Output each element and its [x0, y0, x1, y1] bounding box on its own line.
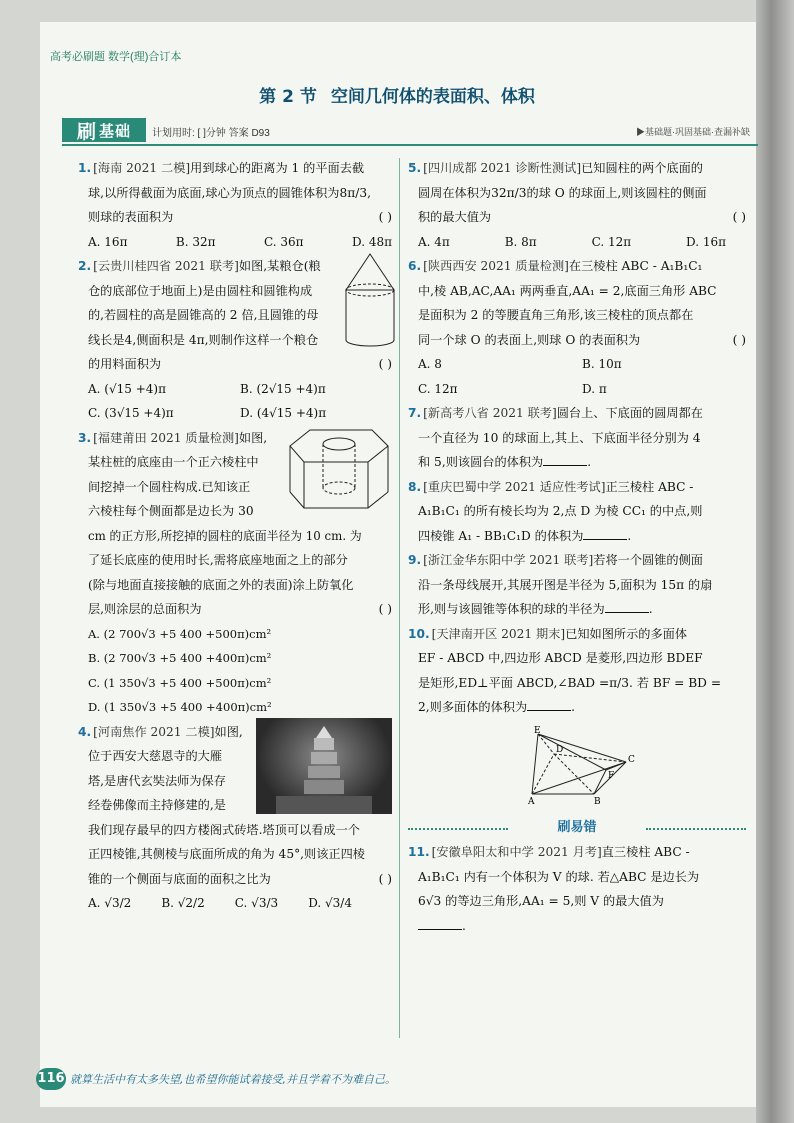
q1-option-c: C. 36π	[264, 234, 304, 249]
q6-text2: 中,棱 AB,AC,AA₁ 两两垂直,AA₁ = 2,底面三角形 ABC	[418, 283, 717, 298]
polyhedron-figure	[526, 726, 636, 806]
q2-text2: 仓的底部位于地面上)是由圆柱和圆锥构成	[88, 283, 313, 298]
q4-option-c: C. √3/3	[234, 896, 279, 910]
question-9	[408, 548, 746, 622]
q9-text: 若将一个圆锥的侧面	[593, 553, 703, 567]
q2-source: [云贵川桂四省 2021 联考]	[93, 259, 239, 273]
q4-paren: ( )	[378, 871, 392, 886]
q11-text2: A₁B₁C₁ 内有一个体积为 V 的球. 若△ABC 是边长为	[418, 869, 700, 884]
q7-text: 圆台上、下底面的圆周都在	[556, 406, 703, 420]
q4-text: 如图,	[214, 724, 243, 739]
q7-text3: 和 5,则该圆台的体积为	[418, 455, 544, 469]
pagoda-photo	[256, 718, 392, 814]
q4-number: 4.	[78, 724, 92, 739]
q7-period: .	[587, 455, 592, 469]
granary-figure	[340, 248, 400, 358]
q11-text: 直三棱柱 ABC -	[601, 845, 690, 859]
q6-options	[408, 352, 746, 401]
q3-text3: 间挖掉一个圆柱构成.已知该正	[88, 479, 251, 494]
q4-text3: 塔,是唐代玄奘法师为保存	[88, 773, 226, 788]
book-spine	[756, 0, 794, 1123]
q11-number: 11.	[408, 845, 430, 859]
book-header: 高考必刷题 数学(理)合订本	[50, 51, 182, 63]
q5-source: [四川成都 2021 诊断性测试]	[423, 161, 582, 175]
q1-option-d: D. 48π	[352, 234, 392, 249]
q6-text: 在三棱柱 ABC - A₁B₁C₁	[568, 259, 703, 273]
q5-options	[408, 230, 746, 255]
q11-source: [安徽阜阳太和中学 2021 月考]	[431, 845, 602, 859]
q10-text4: . 若 BF = BD =	[629, 675, 722, 690]
q3-text2: 某柱桩的底座由一个正六棱柱中	[88, 455, 259, 469]
question-5	[408, 156, 746, 254]
q4-text5: 我们现存最早的四方楼阁式砖塔.塔顶可以看成一个	[88, 822, 360, 837]
q1-option-b: B. 32π	[175, 234, 216, 249]
q4-option-a: A. √3/2	[88, 896, 132, 910]
q5-text3: 的球 O 的球面上,则该圆柱的侧面	[526, 185, 707, 200]
q7-number: 7.	[408, 406, 422, 420]
q2-option-b: B. (2√15 +4)π	[240, 381, 326, 396]
q3-number: 3.	[78, 430, 92, 445]
easy-mistake-heading: 刷易错	[408, 816, 746, 841]
brand-big-char: 刷	[76, 120, 97, 143]
q2-option-a: A. (√15 +4)π	[88, 381, 166, 396]
q1-text: 用到球心的距离为 1 的平面去截	[190, 161, 365, 175]
q8-period: .	[627, 528, 632, 543]
q3-text7: (除与地面直接接触的底面之外的表面)涂上防氧化	[88, 577, 354, 592]
q7-text2: 一个直径为 10 的球面上,其上、下底面半径分别为 4	[418, 430, 701, 445]
q5-option-b: B. 8π	[504, 234, 537, 249]
q10-text5: 2,则多面体的体积为	[418, 700, 528, 714]
brand-rest: 基础	[99, 121, 132, 140]
q1-source: [海南 2021 二模]	[93, 161, 191, 175]
q2-option-d: D. (4√15 +4)π	[240, 406, 327, 420]
q11-period: .	[462, 918, 466, 933]
question-7	[408, 401, 746, 475]
q10-period: .	[571, 700, 576, 714]
q9-text3: 形,则与该圆锥等体积的球的半径为	[418, 602, 605, 616]
q5-text4: 积的最大值为	[418, 210, 492, 224]
question-2	[78, 254, 392, 426]
question-3	[78, 426, 392, 720]
question-1	[78, 156, 392, 254]
q3-text5: cm 的正方形,所挖掉的圆柱的底面半径为 10 cm. 为	[88, 528, 362, 543]
q7-source: [新高考八省 2021 联考]	[423, 406, 557, 420]
q5-number: 5.	[408, 161, 422, 175]
q10-text2: EF - ABCD 中,四边形 ABCD 是菱形,四边形 BDEF	[418, 651, 703, 665]
q4-option-b: B. √2/2	[161, 896, 205, 910]
q3-text6: 了延长底座的使用时长,需将底座地面之上的部分	[88, 553, 348, 567]
q3-paren: ( )	[378, 602, 392, 616]
q5-option-d: D. 16π	[686, 234, 726, 249]
q9-period: .	[648, 602, 653, 616]
question-8	[408, 475, 746, 549]
question-10	[408, 622, 746, 806]
q7-answer-blank[interactable]	[543, 465, 587, 466]
label-e: E	[534, 725, 541, 736]
hexagonal-prism-figure	[282, 424, 394, 514]
brand-badge	[62, 118, 146, 142]
q2-text5: 的用料面积为	[88, 357, 162, 371]
q3-text: 如图,	[238, 430, 268, 445]
section-number: 第 2 节	[259, 87, 317, 107]
q8-source: [重庆巴蜀中学 2021 适应性考试]	[423, 479, 606, 494]
q1-text3: 则球的表面积为	[88, 210, 174, 224]
q8-text3: 四棱锥 A₁ - BB₁C₁D 的体积为	[418, 528, 584, 543]
q6-number: 6.	[408, 259, 422, 273]
q8-text2: A₁B₁C₁ 的所有棱长均为 2,点 D 为棱 CC₁ 的中点,则	[418, 504, 703, 518]
q2-paren: ( )	[378, 357, 392, 371]
q2-text4: 线长是4,侧面积是 4π,则制作这样一个粮仓	[88, 332, 319, 347]
q6-paren: ( )	[732, 332, 746, 347]
label-d: D	[556, 744, 564, 755]
q9-text2: 沿一条母线展开,其展开图是半径为 5,面积为 15π 的扇	[418, 577, 713, 592]
footer-motto: 就算生活中有太多失望,也希望你能试着接受,并且学着不为难自己。	[70, 1073, 396, 1086]
plan-time: 计划用时: [ ]分钟 答案 D93	[152, 128, 270, 139]
q9-number: 9.	[408, 553, 422, 567]
q8-text: 正三棱柱 ABC -	[605, 479, 694, 494]
q11-text3: 6√3 的等边三角形,AA₁ = 5,则 V 的最大值为	[418, 894, 664, 908]
section-title-text: 空间几何体的表面积、体积	[330, 87, 535, 107]
label-b: B	[594, 796, 601, 806]
q4-source: [河南焦作 2021 二模]	[93, 724, 215, 739]
q8-number: 8.	[408, 479, 422, 494]
q5-option-a: A. 4π	[418, 234, 450, 249]
q2-option-c: C. (3√15 +4)π	[88, 406, 174, 420]
right-column	[408, 156, 746, 938]
q1-option-a: A. 16π	[88, 234, 128, 249]
pagoda-icon	[256, 718, 392, 814]
q11-answer-blank[interactable]	[418, 929, 462, 930]
q2-text: 如图,某粮仓(粮	[238, 259, 321, 273]
q1-comma: ,	[367, 185, 371, 200]
question-6	[408, 254, 746, 401]
banner	[62, 118, 758, 146]
q5-text2: 圆周在体积为	[418, 185, 492, 200]
q6-option-c: C. 12π	[418, 381, 458, 396]
q3-text8: 层,则涂层的总面积为	[88, 602, 202, 616]
question-11	[408, 840, 746, 938]
q6-option-d: D. π	[582, 381, 607, 396]
q3-option-c: C. (1 350√3 +5 400 +500π)cm²	[88, 675, 272, 690]
q4-text2: 位于西安大慈恩寺的大雁	[88, 749, 223, 763]
q10-source: [天津南开区 2021 期末]	[431, 626, 566, 641]
q2-options	[78, 377, 392, 426]
q10-answer-blank[interactable]	[527, 710, 571, 711]
q5-fraction: 32π/3	[491, 185, 527, 200]
q1-fraction: 8π/3	[339, 185, 368, 200]
q10-text: 已知如图所示的多面体	[565, 626, 688, 641]
q3-option-a: A. (2 700√3 +5 400 +500π)cm²	[88, 626, 272, 641]
q3-option-b: B. (2 700√3 +5 400 +400π)cm²	[88, 651, 272, 665]
q6-text4: 同一个球 O 的表面上,则球 O 的表面积为	[418, 332, 641, 347]
q3-source: [福建莆田 2021 质量检测]	[93, 430, 239, 445]
q10-number: 10.	[408, 626, 430, 641]
q1-number: 1.	[78, 161, 92, 175]
q10-fraction: π/3	[609, 675, 630, 690]
q9-answer-blank[interactable]	[605, 612, 649, 613]
q1-paren: ( )	[378, 210, 392, 224]
q2-number: 2.	[78, 259, 92, 273]
left-column	[78, 156, 392, 916]
q9-source: [浙江金华东阳中学 2021 联考]	[423, 553, 594, 567]
page-number: 116	[36, 1068, 66, 1090]
q6-option-b: B. 10π	[582, 357, 622, 371]
q10-text3: 是矩形,ED⊥平面 ABCD,∠BAD =	[418, 675, 610, 690]
label-c: C	[628, 754, 635, 765]
q6-text3: 是面积为 2 的等腰直角三角形,该三棱柱的顶点都在	[418, 308, 694, 322]
q5-paren: ( )	[732, 210, 746, 224]
label-a: A	[528, 796, 535, 806]
q6-source: [陕西西安 2021 质量检测]	[423, 259, 569, 273]
q2-text3: 的,若圆柱的高是圆锥高的 2 倍,且圆锥的母	[88, 308, 319, 322]
q4-option-d: D. √3/4	[308, 896, 352, 910]
q4-options	[78, 891, 392, 916]
section-title	[0, 82, 794, 107]
footer	[36, 1064, 736, 1094]
q3-text4: 六棱柱每个侧面都是边长为 30	[88, 504, 254, 518]
q6-option-a: A. 8	[418, 357, 442, 371]
q4-text7: 锥的一个侧面与底面的面积之比为	[88, 871, 271, 886]
q3-option-d: D. (1 350√3 +5 400 +400π)cm²	[88, 700, 272, 714]
q4-text6: 正四棱锥,其侧棱与底面所成的角为 45°,则该正四棱	[88, 847, 365, 861]
question-4	[78, 720, 392, 916]
label-f: F	[608, 770, 615, 781]
q8-answer-blank[interactable]	[583, 539, 627, 540]
banner-right: ▶基础题·巩固基础·查漏补缺	[636, 127, 750, 137]
q5-option-c: C. 12π	[591, 234, 632, 249]
q5-text: 已知圆柱的两个底面的	[581, 161, 703, 175]
q1-text2: 球,以所得截面为底面,球心为顶点的圆锥体积为	[88, 185, 340, 200]
q4-text4: 经卷佛像而主持修建的,是	[88, 798, 226, 812]
